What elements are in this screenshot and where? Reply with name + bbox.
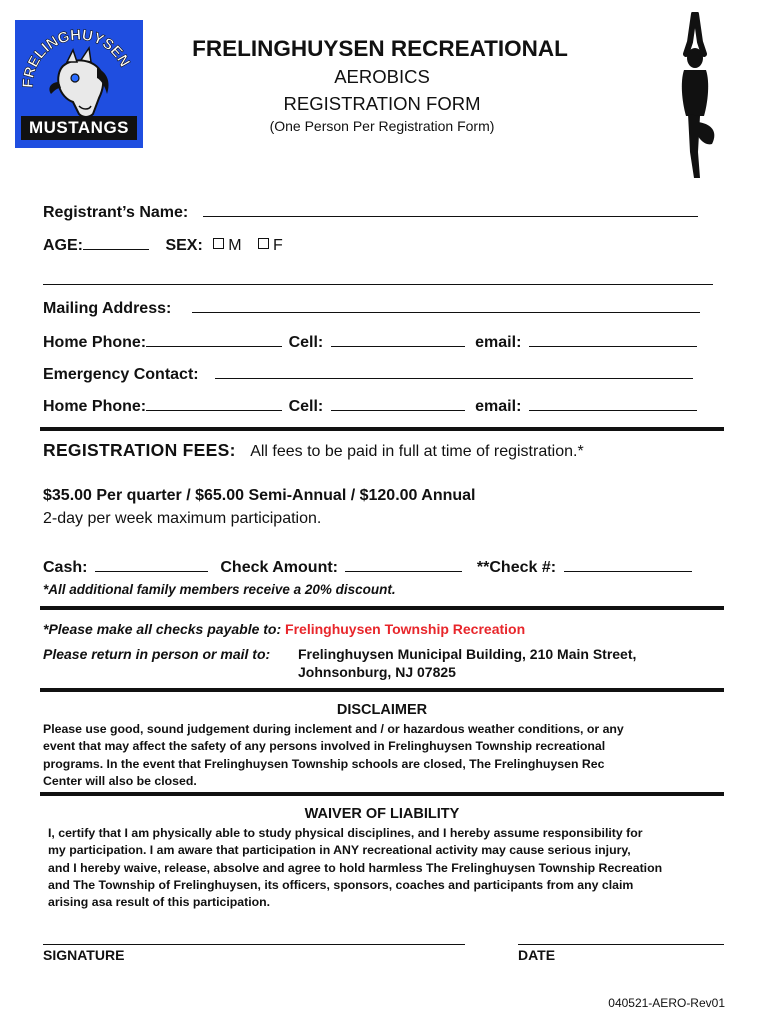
waiver-heading: WAIVER OF LIABILITY <box>304 806 460 822</box>
disclaimer-line: Please use good, sound judgement during inclement and / or hazardous weather conditions, or any <box>43 722 624 736</box>
return-label: Please return in person or mail to: <box>43 646 271 662</box>
form-code: 040521-AERO-Rev01 <box>608 996 725 1010</box>
waiver-line: arising asa result of this participation. <box>48 895 271 910</box>
payable-row <box>43 621 525 637</box>
registrant-name-field[interactable] <box>203 202 698 217</box>
cell-field[interactable] <box>331 332 465 347</box>
check-number-label: **Check #: <box>476 559 557 576</box>
email-field[interactable] <box>529 396 697 411</box>
blank-line[interactable] <box>43 270 713 285</box>
form-note: (One Person Per Registration Form) <box>269 118 495 134</box>
registrant-name-label: Registrant’s Name: <box>43 204 189 221</box>
payable-to: Frelinghuysen Township Recreation <box>285 621 526 637</box>
logo-arc-text: FRELINGHUYSEN <box>19 26 134 89</box>
home-phone-row-1 <box>43 332 697 352</box>
date-label: DATE <box>518 947 556 963</box>
home-phone-field[interactable] <box>146 396 282 411</box>
mailing-address-line1: Frelinghuysen Municipal Building, 210 Main Street, <box>298 646 637 662</box>
disclaimer-text <box>43 721 624 790</box>
signature-line[interactable] <box>43 944 465 945</box>
mailing-address-field[interactable] <box>192 298 700 313</box>
waiver-text <box>48 825 662 911</box>
yoga-pose-icon <box>660 12 730 180</box>
mustangs-logo <box>15 20 143 148</box>
fee-prices: $35.00 Per quarter / $65.00 Semi-Annual / $120.00 Annual <box>43 487 476 504</box>
program-name: AEROBICS <box>334 66 430 87</box>
disclaimer-line: programs. In the event that Frelinghuysen Township schools are closed, The Frelinghuysen Rec <box>43 756 605 771</box>
emergency-contact-field[interactable] <box>215 364 693 379</box>
mailing-address-row <box>43 298 700 318</box>
mailing-address-line2: Johnsonburg, NJ 07825 <box>298 664 456 680</box>
disclaimer-heading: DISCLAIMER <box>336 702 428 718</box>
age-sex-row <box>43 235 283 255</box>
age-label: AGE: <box>43 237 83 254</box>
fees-heading: REGISTRATION FEES: <box>43 440 236 460</box>
yoga-figure-image <box>660 12 730 180</box>
waiver-line: and I hereby waive, release, absolve and agree to hold harmless The Frelinghuysen Township Recreation <box>48 860 663 875</box>
logo-bottom-text: MUSTANGS <box>28 118 129 137</box>
emergency-contact-label: Emergency Contact: <box>43 366 199 383</box>
payable-label: *Please make all checks payable to: <box>43 621 282 637</box>
participation-note: 2-day per week maximum participation. <box>43 510 322 527</box>
section-divider <box>40 606 724 610</box>
cell-field[interactable] <box>331 396 465 411</box>
disclaimer-line: Center will also be closed. <box>43 773 197 788</box>
emergency-contact-row <box>43 364 693 384</box>
fees-heading-row <box>43 440 584 461</box>
cash-field[interactable] <box>95 557 208 572</box>
home-phone-row-2 <box>43 396 697 416</box>
form-subtitle: REGISTRATION FORM <box>283 93 481 114</box>
waiver-line: and The Township of Frelinghuysen, its officers, sponsors, coaches and participants from any claim <box>48 877 634 892</box>
waiver-line: I, certify that I am physically able to study physical disciplines, and I hereby assume responsibility for <box>48 826 643 840</box>
sex-m-label: M <box>228 237 242 254</box>
sex-m-checkbox[interactable] <box>213 238 224 249</box>
sex-label: SEX: <box>165 237 203 254</box>
section-divider <box>40 688 724 692</box>
form-title: FRELINGHUYSEN RECREATIONAL <box>192 36 568 61</box>
family-discount-note: *All additional family members receive a 20% discount. <box>43 582 396 597</box>
home-phone-field[interactable] <box>146 332 282 347</box>
cell-label: Cell: <box>288 334 324 351</box>
check-amount-field[interactable] <box>345 557 462 572</box>
waiver-line: my participation. I am aware that participation in ANY recreational activity may cause serious injury, <box>48 843 631 858</box>
age-field[interactable] <box>83 235 149 250</box>
sex-f-checkbox[interactable] <box>258 238 269 249</box>
cash-label: Cash: <box>43 559 88 576</box>
check-number-field[interactable] <box>564 557 692 572</box>
payment-row <box>43 557 692 577</box>
sex-f-label: F <box>273 237 283 254</box>
date-line[interactable] <box>518 944 724 945</box>
email-field[interactable] <box>529 332 697 347</box>
fees-heading-note: All fees to be paid in full at time of registration.* <box>250 443 584 460</box>
check-amount-label: Check Amount: <box>220 559 338 576</box>
email-label: email: <box>475 334 522 351</box>
disclaimer-line: event that may affect the safety of any persons involved in Frelinghuysen Township recreational <box>43 739 606 754</box>
registrant-name-row <box>43 202 698 222</box>
cell-label: Cell: <box>288 398 324 415</box>
email-label: email: <box>475 398 522 415</box>
mailing-address-label: Mailing Address: <box>43 300 172 317</box>
section-divider <box>40 792 724 796</box>
section-divider <box>40 427 724 431</box>
signature-label: SIGNATURE <box>43 947 125 963</box>
home-phone-label: Home Phone: <box>43 334 147 351</box>
home-phone-label: Home Phone: <box>43 398 147 415</box>
